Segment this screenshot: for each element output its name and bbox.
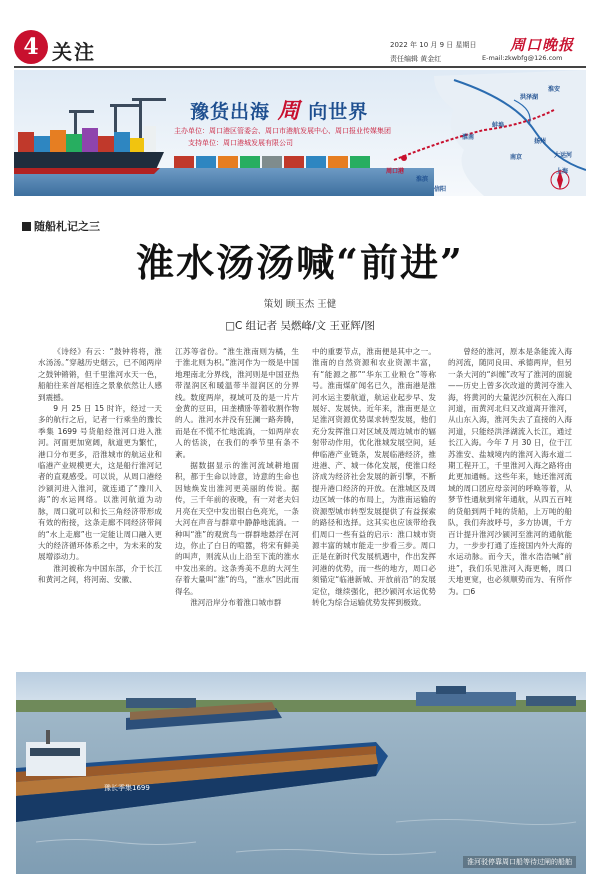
article-byline: □C 组记者 吴燃峰/文 王亚辉/图	[225, 320, 375, 332]
banner-title	[190, 94, 368, 125]
page-header	[0, 0, 600, 68]
article-headline: 淮水汤汤喊“前进”	[136, 240, 464, 285]
map-label: 信阳	[434, 186, 447, 193]
paragraph: 据数据显示的淮河流域耕地面积，都于生命以诗意，诗意的生命也因她焕发出淮河更美丽的传说。据传，三千年前的夜晚，有一对老夫妇月亮在天空中发出银白色亮光，一条大河在声音与群章中静静地流淌。一种叫“淮”的观赏鸟一群群地悬浮在河边，你止了白日的喧嚣，将宋有鲜美的叫声，则流从山上沿至下流的淮水中发出来的。这条秀美不息的大河生存着大量叫“淮”的鸟，“淮水”因此而得名。	[175, 461, 299, 596]
banner-title-red: 周	[277, 98, 301, 124]
paragraph: 江苏等省份。“淮生淮南则为橘，生于淮北则为枳。”淮河作为一级是中国地理南北分界线，淮河则是中国亚热带湿润区和暖温带半湿润区的分界线。数度两岸，视域可及的是一片片金黄的豆田，田垄横卧等着收割作物的人。淮河水并没有狂澜一路奔腾，而是在不慌不忙地流淌，一如两岸农人的恬淡，在我们的季节里有条不紊。	[175, 347, 299, 459]
text-column-3	[312, 346, 436, 646]
photo-caption: 淮河驳停靠周口船等待过闸的船舶	[463, 856, 576, 868]
banner-support: 支持单位：周口港城发展有限公司	[188, 139, 293, 147]
paragraph: 淮河被称为中国东部，介于长江和黄河之间，将河南、安徽、	[38, 563, 162, 585]
map-label: 扬州	[534, 138, 547, 145]
map-label: 周口港	[386, 168, 405, 175]
map-label: 上海	[556, 168, 569, 175]
barge-photo	[16, 672, 586, 874]
map-label: 淮滨	[416, 176, 429, 183]
map-label: 淮南	[462, 134, 475, 141]
map-label: 大运河	[554, 152, 573, 159]
responsible-editor: 责任编辑 黄金红	[390, 55, 442, 63]
banner-title-suffix: 向世界	[308, 101, 369, 123]
article-planner: 策划 顾玉杰 王健	[263, 299, 337, 310]
feature-banner	[14, 70, 586, 196]
article-photo	[16, 672, 586, 874]
contact-email: E-mail:zkwbfg@126.com	[482, 54, 563, 62]
ship-hull-name: 豫长季集1699	[104, 784, 150, 792]
paragraph: 《诗经》有云：“鼓钟将将，淮水汤汤。”穿越历史烟云，已不闻两岸之鼓钟锵锵，但千里淮河水天一色，船舶往来首尾相连之景象依然让人感到震撼。	[38, 347, 162, 402]
paragraph: 中的重要节点，淮南便是其中之一。淮南的自然资源和农业资源丰富，有“能源之都”“华东工业粮仓”等称号。淮南煤矿闻名已久，淮南港是淮河水运主要航道，航运业起步早、发展好、发展快。近年来，淮南更是立足淮河资源优势谋求转型发展，他们充分发挥淮口对区域及周边城市的辐射带动作用，优化淮城发展空间，延伸临港产业链条，发展临港经济，推进港、产、城一体化发展，使淮口经济成为经济社会发展的新引擎，不断提升港口经济的开放。在淮城区及周边区域一体的布局上，为淮南运输的资源型城市转型发展提供了有益探索的路径和选择。这其实也应该带给我们周口一些有益的启示：淮口城市资源丰富的城市能走一步看三步。周口正是在新时代发展机遇中，作出发挥河港的优势，而一些的地方，周口必须锚定“临港新城、开放前沿”的发展定位，继续强化，把沙颍河水运优势转化为综合运输优势发挥到极致。	[312, 347, 436, 607]
column-tag-text: 随船札记之三	[34, 220, 100, 233]
map-label: 洪泽湖	[520, 94, 539, 101]
paragraph: 淮河沿岸分布着淮口城市群	[190, 597, 282, 607]
square-bullet-icon	[22, 222, 31, 231]
header-divider	[14, 66, 586, 68]
issue-date: 2022 年 10 月 9 日 星期日	[390, 41, 477, 49]
newspaper-logo: 周口晚报	[510, 36, 575, 54]
text-column-2	[175, 346, 299, 646]
text-column-1	[38, 346, 162, 646]
banner-title-prefix: 豫货出海	[190, 101, 271, 123]
map-label: 蚌埠	[492, 122, 505, 129]
map-label: 淮安	[548, 86, 561, 93]
text-column-4	[448, 346, 572, 646]
map-label: 南京	[510, 154, 523, 161]
paragraph: 曾经的淮河，原本是条能流入海的河流，随同良田、承德两岸，但另一条大河的“纠缠”改写了淮河的面貌——历史上曾多次改道的黄河夺淮入海，将黄河的大量泥沙沉积在入海口河道，而黄河北归又改道离开淮河，从山东入海，淮河失去了直接的入海河道，只能经洪泽湖流入长江，通过长江入海。今年 7 月 30 日，位于江苏淮安、盐城境内的淮河入海水道二期工程开工，千里淮河入海之路将由此更加通畅。这些年来，她还淮河流域的周口团应母亲河的呼唤等着，从梦节性通航到常年通航，从四五百吨的货船到两千吨的货船，上万吨的船队，我们奔波呼号，多方协调，千方百计提升淮河沙颍河至淮河的通航能力，一步步打通了连接国内外大海的水运动脉。而今天，淮水浩浩喊“前进”，我们乐见淮河入海更畅，周口天地更宽，也必须顺势而为、有所作为。□6	[448, 347, 572, 596]
article-body	[38, 346, 572, 646]
page-number-badge: 4	[14, 30, 48, 64]
section-title: 关注	[52, 40, 96, 64]
paragraph: 9 月 25 日 15 时许，经过一天多的航行之后，记者一行乘坐的豫长季集 1699 号货船经淮河口进入淮河。河面更加宽阔，航道更为繁忙，港口分布更多，沿淮城市的航运业和临港产业规模更大，这是船行淮河记者的直观感受。可以说，从周口港经沙颍河进入淮河，就连通了“豫川入海”的水运网络。以淮河航道为动脉，周口就可以和长三角经济带形成有效的衔接，这条走廊不同经济带间的“水上走廊”也一定能让周口融入更大的经济循环体系之中，为未来的发展增添动力。	[38, 404, 162, 562]
banner-host: 主办单位：周口港区管委会、周口市港航发展中心、周口报业传媒集团	[174, 127, 391, 135]
